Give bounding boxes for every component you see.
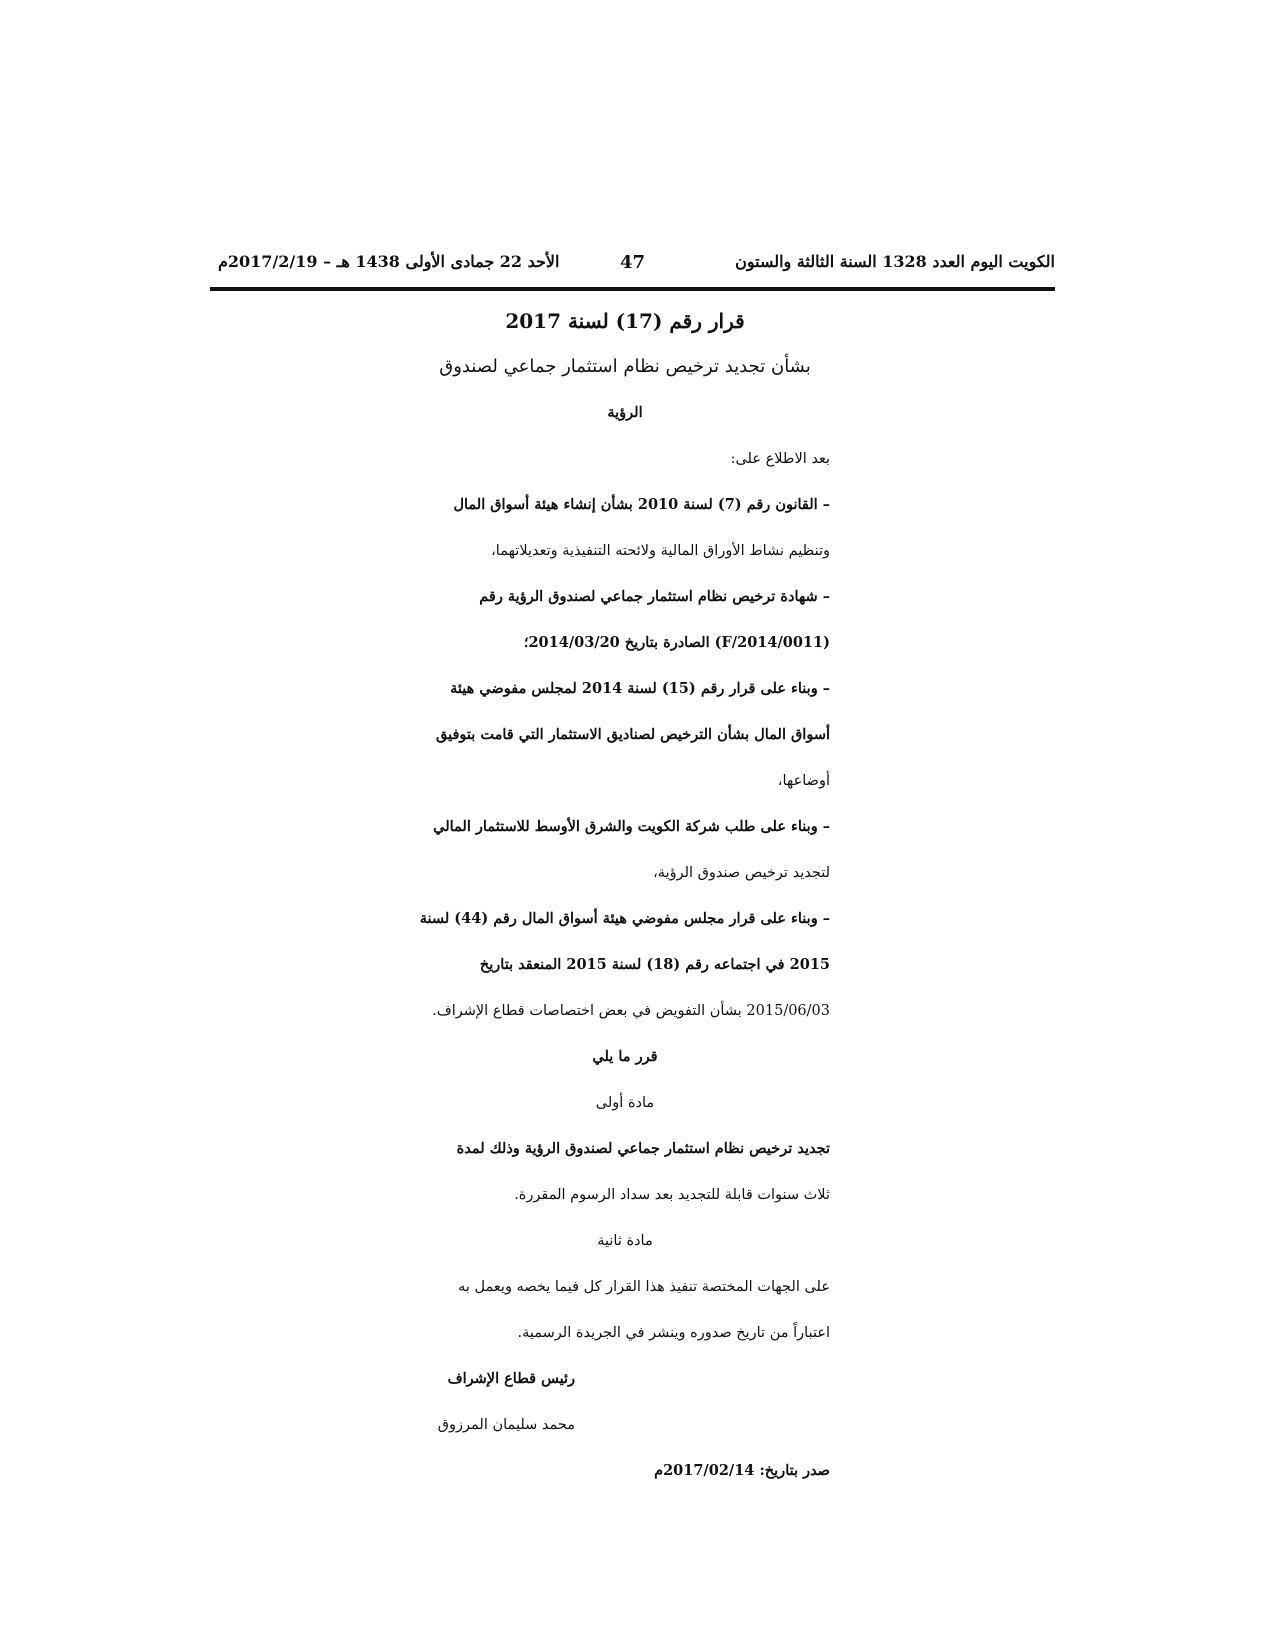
decided-heading: قرر ما يلي <box>592 1048 658 1065</box>
article-1-line: ثلاث سنوات قابلة للتجديد بعد سداد الرسوم المقررة. <box>514 1187 830 1203</box>
clause-line: – وبناء على قرار رقم (15) لسنة 2014 لمجلس مفوضي هيئة <box>450 680 830 697</box>
clause-line: – شهادة ترخيص نظام استثمار جماعي لصندوق الرؤية رقم <box>479 588 830 605</box>
clause-line: 2015/06/03 بشأن التفويض في بعض اختصاصات قطاع الإشراف. <box>432 1003 830 1019</box>
header-page-number: 47 <box>620 252 646 273</box>
clause-line: 2015 في اجتماعه رقم (18) لسنة 2015 المنعقد بتاريخ <box>479 956 830 973</box>
article-2-title: مادة ثانية <box>597 1233 653 1249</box>
fund-name: الرؤية <box>607 404 643 421</box>
preamble: بعد الاطلاع على: <box>730 451 830 467</box>
article-1-line: تجديد ترخيص نظام استثمار جماعي لصندوق الرؤية وذلك لمدة <box>456 1140 830 1157</box>
article-2-line: اعتباراً من تاريخ صدوره وينشر في الجريدة الرسمية. <box>517 1325 830 1341</box>
header-date: الأحد 22 جمادى الأولى 1438 هـ – 2017/2/19م <box>218 252 560 271</box>
clause-line: أوضاعها، <box>777 773 830 789</box>
clause-line: – القانون رقم (7) لسنة 2010 بشأن إنشاء هيئة أسواق المال <box>453 496 830 513</box>
header-rule <box>210 287 1055 291</box>
issue-date: صدر بتاريخ: 2017/02/14م <box>654 1462 830 1479</box>
article-2-line: على الجهات المختصة تنفيذ هذا القرار كل فيما يخصه ويعمل به <box>458 1279 830 1295</box>
decision-subtitle: بشأن تجديد ترخيص نظام استثمار جماعي لصندوق <box>439 356 811 377</box>
signatory-title: رئيس قطاع الإشراف <box>447 1370 575 1387</box>
clause-line: أسواق المال بشأن الترخيص لصناديق الاستثمار التي قامت بتوفيق <box>435 726 830 743</box>
decision-document <box>420 298 830 1494</box>
decision-title: قرار رقم (17) لسنة 2017 <box>505 309 745 333</box>
page-header <box>210 250 1055 280</box>
clause-line: وتنظيم نشاط الأوراق المالية ولائحته التنفيذية وتعديلاتهما، <box>491 543 830 559</box>
clause-line: – وبناء على طلب شركة الكويت والشرق الأوسط للاستثمار المالي <box>433 818 830 835</box>
clause-line: – وبناء على قرار مجلس مفوضي هيئة أسواق المال رقم (44) لسنة <box>420 910 830 927</box>
clause-line: لتجديد ترخيص صندوق الرؤية، <box>653 865 830 881</box>
clause-line: (F/2014/0011) الصادرة بتاريخ 2014/03/20؛ <box>523 634 830 651</box>
article-1-title: مادة أولى <box>595 1095 655 1111</box>
signatory-name: محمد سليمان المرزوق <box>437 1417 575 1433</box>
header-gazette-issue: الكويت اليوم العدد 1328 السنة الثالثة والستون <box>735 252 1055 271</box>
